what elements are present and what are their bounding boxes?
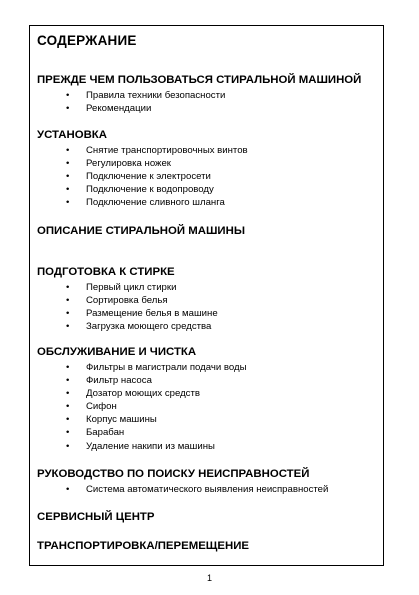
section-troubleshooting bbox=[37, 467, 379, 496]
bullet-icon: • bbox=[66, 321, 70, 333]
toc-item: • Размещение белья в машине bbox=[66, 308, 218, 320]
section-heading: ПОДГОТОВКА К СТИРКЕ bbox=[37, 266, 175, 278]
toc-item: • Дозатор моющих средств bbox=[66, 388, 200, 400]
section-heading: УСТАНОВКА bbox=[37, 129, 107, 141]
bullet-icon: • bbox=[66, 401, 70, 413]
toc-item: • Система автоматического выявления неисправностей bbox=[66, 484, 329, 495]
bullet-icon: • bbox=[66, 197, 70, 209]
section-heading: РУКОВОДСТВО ПО ПОИСКУ НЕИСПРАВНОСТЕЙ bbox=[37, 468, 310, 480]
bullet-icon: • bbox=[66, 158, 70, 170]
toc-item: • Подключение к электросети bbox=[66, 171, 211, 183]
bullet-icon: • bbox=[66, 440, 70, 452]
toc-item: • Фильтры в магистрали подачи воды bbox=[66, 362, 247, 373]
toc-item: • Сортировка белья bbox=[66, 295, 168, 307]
section-heading: ТРАНСПОРТИРОВКА/ПЕРЕМЕЩЕНИЕ bbox=[37, 540, 250, 552]
toc-item: • Снятие транспортировочных винтов bbox=[66, 145, 248, 156]
bullet-icon: • bbox=[66, 388, 70, 400]
bullet-icon: • bbox=[66, 484, 70, 495]
bullet-icon: • bbox=[66, 90, 70, 101]
toc-item: • Загрузка моющего средства bbox=[66, 321, 212, 333]
section-heading: ОБСЛУЖИВАНИЕ И ЧИСТКА bbox=[37, 346, 197, 358]
toc-item: • Удаление накипи из машины bbox=[66, 440, 215, 452]
toc-item: • Рекомендации bbox=[66, 103, 152, 115]
page-number: 1 bbox=[206, 573, 212, 583]
toc-item: • Барабан bbox=[66, 427, 125, 439]
toc-item: • Корпус машины bbox=[66, 414, 157, 426]
bullet-icon: • bbox=[66, 145, 70, 156]
toc-item: • Правила техники безопасности bbox=[66, 90, 226, 101]
toc-item: • Сифон bbox=[66, 401, 117, 413]
section-heading: ОПИСАНИЕ СТИРАЛЬНОЙ МАШИНЫ bbox=[37, 225, 245, 237]
section-installation bbox=[37, 128, 379, 209]
bullet-icon: • bbox=[66, 103, 70, 115]
section-heading: ПРЕЖДЕ ЧЕМ ПОЛЬЗОВАТЬСЯ СТИРАЛЬНОЙ МАШИНОЙ bbox=[37, 74, 362, 86]
bullet-icon: • bbox=[66, 171, 70, 183]
section-description bbox=[37, 224, 379, 238]
bullet-icon: • bbox=[66, 414, 70, 426]
toc-item: • Первый цикл стирки bbox=[66, 282, 177, 293]
bullet-icon: • bbox=[66, 362, 70, 373]
toc-item: • Подключение к водопроводу bbox=[66, 184, 214, 196]
bullet-icon: • bbox=[66, 282, 70, 293]
section-transportation bbox=[37, 539, 379, 553]
section-preparation bbox=[37, 265, 379, 333]
page-title: СОДЕРЖАНИЕ bbox=[37, 33, 137, 48]
bullet-icon: • bbox=[66, 295, 70, 307]
section-maintenance bbox=[37, 345, 379, 453]
toc-item: • Фильтр насоса bbox=[66, 375, 152, 387]
contents-frame bbox=[29, 25, 384, 566]
toc-item: • Подключение сливного шланга bbox=[66, 197, 225, 209]
bullet-icon: • bbox=[66, 308, 70, 320]
bullet-icon: • bbox=[66, 184, 70, 196]
toc-item: • Регулировка ножек bbox=[66, 158, 172, 170]
section-before-use bbox=[37, 73, 379, 115]
bullet-icon: • bbox=[66, 427, 70, 439]
section-service-center bbox=[37, 510, 379, 524]
section-heading: СЕРВИСНЫЙ ЦЕНТР bbox=[37, 511, 155, 523]
bullet-icon: • bbox=[66, 375, 70, 387]
